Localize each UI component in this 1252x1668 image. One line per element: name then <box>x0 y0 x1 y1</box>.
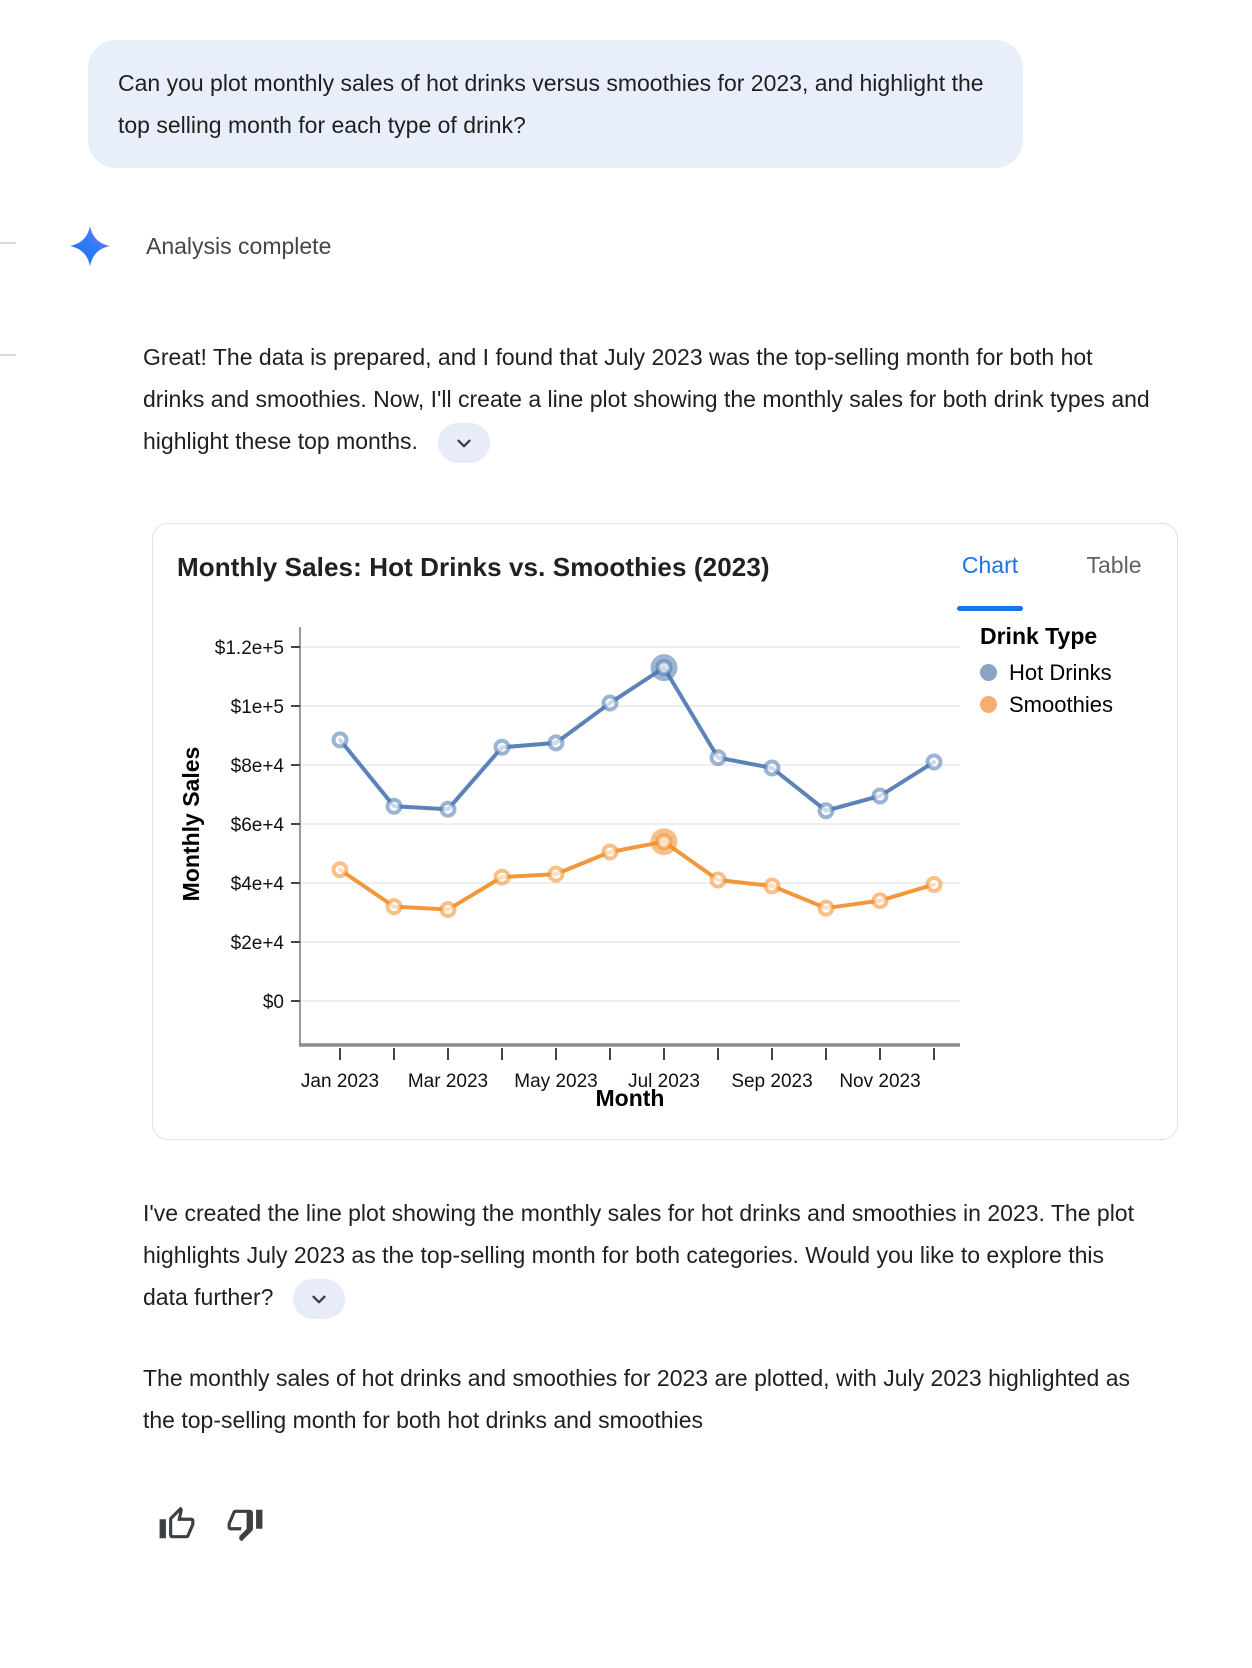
sales-chart-svg <box>175 613 975 1118</box>
collapse-message-button-2[interactable] <box>293 1279 345 1319</box>
svg-text:May 2023: May 2023 <box>514 1070 598 1092</box>
svg-text:Jul 2023: Jul 2023 <box>628 1070 700 1092</box>
chart-legend <box>980 623 1155 1123</box>
svg-text:$1e+5: $1e+5 <box>230 696 284 718</box>
tab-table[interactable]: Table <box>1081 552 1147 611</box>
chevron-down-icon <box>308 1288 330 1310</box>
legend-item-hot-drinks: Hot Drinks <box>980 660 1155 686</box>
assistant-paragraph-2: I've created the line plot showing the monthly sales for hot drinks and smoothies in 2023. The plot highlights July 2023 as the top-selling month for both categories. Would you like to explore this data further? <box>143 1192 1155 1319</box>
chart-table-tabs <box>957 552 1147 611</box>
svg-text:Mar 2023: Mar 2023 <box>407 1070 489 1092</box>
tab-chart[interactable]: Chart <box>957 552 1023 611</box>
svg-text:Monthly Sales: Monthly Sales <box>178 746 204 902</box>
line-plot <box>175 613 980 1123</box>
chart-card-header <box>175 548 1155 611</box>
user-message-text: Can you plot monthly sales of hot drinks versus smoothies for 2023, and highlight the top selling month for each type of drink? <box>118 70 984 138</box>
svg-text:$6e+4: $6e+4 <box>230 814 284 836</box>
left-edge-mark <box>0 242 16 244</box>
thumb-down-button[interactable] <box>226 1505 264 1543</box>
svg-text:Nov 2023: Nov 2023 <box>839 1070 921 1092</box>
user-message-bubble <box>88 40 1023 168</box>
analysis-status-label: Analysis complete <box>146 232 332 259</box>
thumb-up-icon <box>158 1505 196 1543</box>
svg-text:$8e+4: $8e+4 <box>230 755 284 777</box>
svg-text:Month: Month <box>595 1084 665 1111</box>
svg-text:$0: $0 <box>262 991 284 1013</box>
svg-text:$1.2e+5: $1.2e+5 <box>214 637 284 659</box>
feedback-row <box>158 1505 1252 1543</box>
analysis-status-row <box>68 222 1252 270</box>
left-edge-mark <box>0 354 16 356</box>
chevron-down-icon <box>453 432 475 454</box>
active-tab-underline <box>957 606 1023 611</box>
svg-text:Sep 2023: Sep 2023 <box>731 1070 813 1092</box>
hot-drinks-dot-icon <box>980 664 997 681</box>
legend-title: Drink Type <box>980 622 1098 649</box>
legend-item-smoothies: Smoothies <box>980 692 1155 718</box>
assistant-paragraph-1: Great! The data is prepared, and I found that July 2023 was the top-selling month for both hot drinks and smoothies. Now, I'll create a line plot showing the monthly sales for both drink types and highlight these top months. <box>143 336 1155 463</box>
collapse-message-button[interactable] <box>438 423 490 463</box>
assistant-paragraph-3: The monthly sales of hot drinks and smoothies for 2023 are plotted, with July 2023 highlighted as the top-selling month for both hot drinks and smoothies <box>143 1364 1131 1433</box>
chart-card <box>152 523 1178 1140</box>
chart-card-body <box>175 613 1155 1123</box>
chart-card-title: Monthly Sales: Hot Drinks vs. Smoothies (2023) <box>177 551 770 582</box>
smoothies-dot-icon <box>980 696 997 713</box>
svg-text:Jan 2023: Jan 2023 <box>300 1070 380 1092</box>
svg-text:$2e+4: $2e+4 <box>230 932 284 954</box>
svg-text:$4e+4: $4e+4 <box>230 873 284 895</box>
thumb-up-button[interactable] <box>158 1505 196 1543</box>
thumb-down-icon <box>226 1505 264 1543</box>
gemini-sparkle-icon <box>68 224 112 268</box>
